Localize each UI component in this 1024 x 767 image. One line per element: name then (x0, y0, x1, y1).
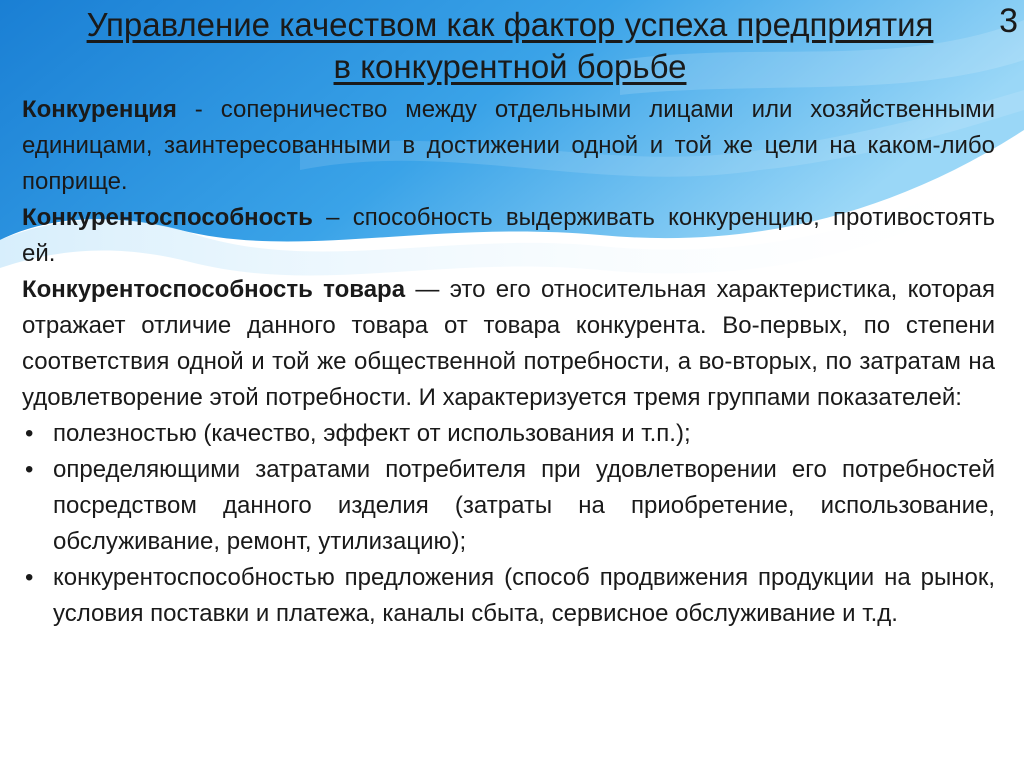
title-line-1: Управление качеством как фактор успеха предприятия (86, 6, 934, 43)
slide-title (40, 4, 980, 88)
definition-competition (22, 92, 995, 200)
bullet-icon: • (25, 456, 34, 483)
bullet-icon: • (25, 420, 34, 447)
list-item-text: конкурентоспособностью предложения (способ продвижения продукции на рынок, условия поставки и платежа, каналы сбыта, сервисное обслуживание и т.д. (53, 564, 995, 627)
definition-product-competitiveness (22, 272, 995, 416)
list-item-text: определяющими затратами потребителя при удовлетворении его потребностей посредством данного изделия (затраты на приобретение, использование, обслуживание, ремонт, утилизацию); (53, 456, 995, 555)
indicator-list (22, 416, 995, 632)
slide-number: 3 (999, 2, 1018, 40)
list-item (22, 560, 995, 632)
term-product-competitiveness: Конкурентоспособность товара (22, 276, 406, 303)
slide-body (22, 92, 995, 632)
definition-competition-text: - соперничество между отдельными лицами или хозяйственными единицами, заинтересованными в достижении одной и той же цели на каком-либо поприще. (22, 96, 995, 195)
list-item (22, 452, 995, 560)
definition-product-competitiveness-text: — это его относительная характеристика, которая отражает отличие данного товара от товара конкурента. Во-первых, по степени соответствия одной и той же общественной потребности, а во-вторых, по затратам на удовлетворение этой потребности. И характеризуется тремя группами показателей: (22, 276, 996, 411)
list-item (22, 416, 995, 452)
definition-competitiveness-text: – способность выдерживать конкуренцию, противостоять ей. (22, 204, 995, 267)
term-competition: Конкуренция (22, 96, 177, 123)
list-item-text: полезностью (качество, эффект от использования и т.п.); (53, 420, 691, 447)
bullet-icon: • (25, 564, 34, 591)
term-competitiveness: Конкурентоспособность (22, 204, 313, 231)
title-line-2: в конкурентной борьбе (333, 48, 687, 85)
definition-competitiveness (22, 200, 995, 272)
